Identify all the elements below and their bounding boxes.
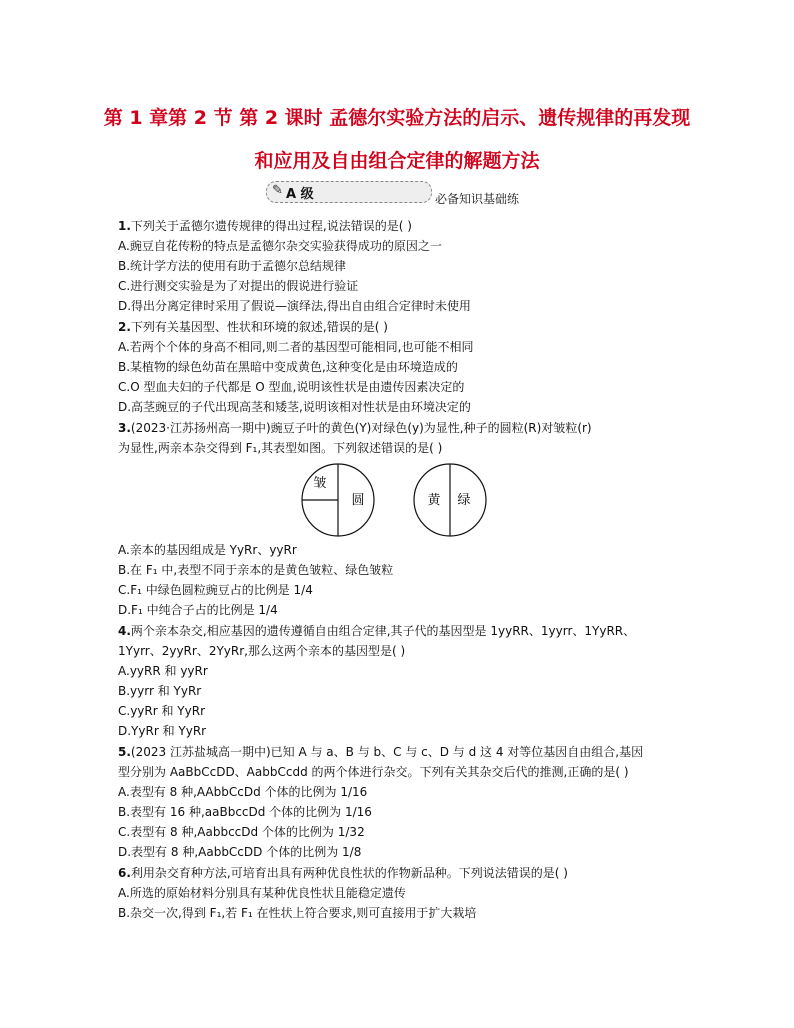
wrinkled-label: 皱 (313, 476, 327, 491)
question-6-option-b: B.杂交一次,得到 F₁,若 F₁ 在性状上符合要求,则可直接用于扩大栽培 (118, 906, 477, 920)
question-5-stem-2: 型分别为 AaBbCcDD、AabbCcdd 的两个体进行杂交。下列有关其杂交后代的推测,正确的是( ) (118, 765, 629, 779)
question-5-option-c: C.表型有 8 种,AabbccDd 个体的比例为 1/32 (118, 825, 365, 839)
question-5-option-b: B.表型有 16 种,aaBbccDd 个体的比例为 1/16 (118, 805, 372, 819)
question-2-option-b: B.某植物的绿色幼苗在黑暗中变成黄色,这种变化是由环境造成的 (118, 360, 458, 374)
question-2-option-a: A.若两个个体的身高不相同,则二者的基因型可能相同,也可能不相同 (118, 340, 474, 354)
question-6-stem: 6.利用杂交育种方法,可培育出具有两种优良性状的作物新品种。下列说法错误的是( ) (118, 866, 568, 880)
question-2-stem: 2.下列有关基因型、性状和环境的叙述,错误的是( ) (118, 320, 388, 334)
level-label: A 级 (286, 187, 314, 202)
question-3-stem-2: 为显性,两亲本杂交得到 F₁,其表型如图。下列叙述错误的是( ) (118, 441, 443, 455)
green-label: 绿 (457, 493, 471, 508)
pencil-icon: ✎ (272, 183, 283, 198)
question-4-option-b: B.yyrr 和 YyRr (118, 684, 202, 698)
question-1-option-d: D.得出分离定律时采用了假说—演绎法,得出自由组合定律时未使用 (118, 299, 471, 313)
question-3-stem-1: 3.(2023·江苏扬州高一期中)豌豆子叶的黄色(Y)对绿色(y)为显性,种子的圆粒(R)对皱粒(r) (118, 421, 592, 435)
yellow-label: 黄 (427, 493, 441, 508)
question-3-option-a: A.亲本的基因组成是 YyRr、yyRr (118, 543, 297, 557)
question-4-option-a: A.yyRR 和 yyRr (118, 664, 208, 678)
question-5-option-d: D.表型有 8 种,AabbCcDD 个体的比例为 1/8 (118, 845, 362, 859)
question-3-option-b: B.在 F₁ 中,表型不同于亲本的是黄色皱粒、绿色皱粒 (118, 563, 394, 577)
question-4-stem-2: 1Yyrr、2yyRr、2YyRr,那么这两个亲本的基因型是( ) (118, 644, 406, 658)
question-1-option-b: B.统计学方法的使用有助于孟德尔总结规律 (118, 259, 347, 273)
level-badge (266, 181, 432, 203)
question-3-option-c: C.F₁ 中绿色圆粒豌豆占的比例是 1/4 (118, 583, 313, 597)
question-1-stem: 1.下列关于孟德尔遗传规律的得出过程,说法错误的是( ) (118, 219, 412, 233)
question-2-option-c: C.O 型血夫妇的子代都是 O 型血,说明该性状是由遗传因素决定的 (118, 380, 465, 394)
question-4-option-c: C.yyRr 和 YyRr (118, 704, 206, 718)
page-title-line1: 第 1 章第 2 节 第 2 课时 孟德尔实验方法的启示、遗传规律的再发现 (103, 107, 691, 129)
phenotype-pie-diagram (300, 462, 500, 538)
question-1-option-a: A.豌豆自花传粉的特点是孟德尔杂交实验获得成功的原因之一 (118, 239, 442, 253)
question-6-option-a: A.所选的原始材料分别具有某种优良性状且能稳定遗传 (118, 886, 406, 900)
texture-shape-circle (302, 464, 374, 536)
question-4-stem-1: 4.两个亲本杂交,相应基因的遗传遵循自由组合定律,其子代的基因型是 1yyRR、1yyrr、1YyRR、 (118, 624, 636, 638)
color-circle (414, 464, 486, 536)
page-title-line2: 和应用及自由组合定律的解题方法 (254, 150, 540, 172)
question-1-option-c: C.进行测交实验是为了对提出的假说进行验证 (118, 279, 359, 293)
question-3-option-d: D.F₁ 中纯合子占的比例是 1/4 (118, 603, 278, 617)
question-2-option-d: D.高茎豌豆的子代出现高茎和矮茎,说明该相对性状是由环境决定的 (118, 400, 471, 414)
round-label: 圆 (351, 493, 365, 508)
question-5-option-a: A.表型有 8 种,AAbbCcDd 个体的比例为 1/16 (118, 785, 368, 799)
question-5-stem-1: 5.(2023 江苏盐城高一期中)已知 A 与 a、B 与 b、C 与 c、D 与 d 这 4 对等位基因自由组合,基因 (118, 745, 644, 759)
section-subtitle: 必备知识基础练 (435, 192, 520, 206)
question-4-option-d: D.YyRr 和 YyRr (118, 724, 207, 738)
